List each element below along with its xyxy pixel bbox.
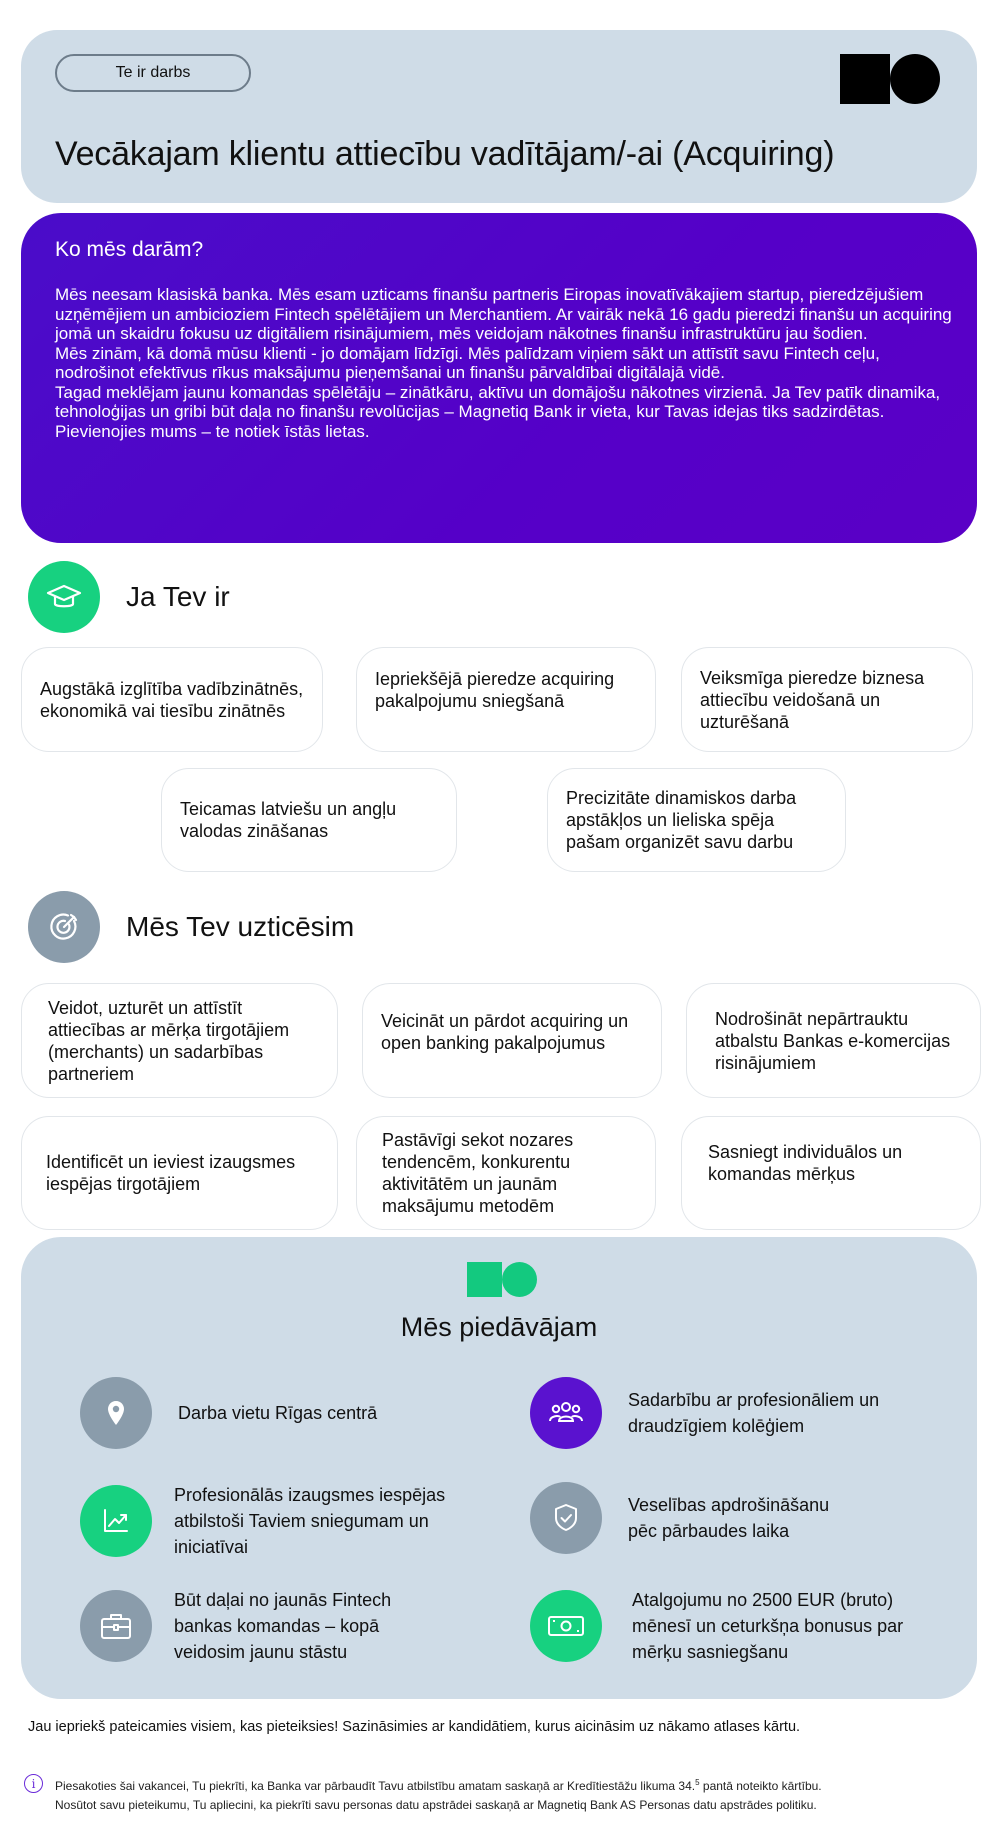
perk-item	[530, 1482, 930, 1554]
duties-heading-row	[28, 891, 354, 963]
location-pin-icon	[80, 1377, 152, 1449]
perk-text: Darba vietu Rīgas centrā	[178, 1403, 378, 1423]
requirement-text: Augstākā izglītība vadībzinātnēs, ekonomikā vai tiesību zinātnēs	[40, 678, 304, 721]
legal-footnote	[24, 1773, 822, 1815]
page-title: Vecākajam klientu attiecību vadītājam/-ai (Acquiring)	[55, 135, 835, 173]
legal-line: Piesakoties šai vakancei, Tu piekrīti, ka Banka var pārbaudīt Tavu atbilstību amatam saskaņā ar Kredītiestāžu likuma 34.	[55, 1779, 696, 1793]
perk-text: Būt daļai no jaunās Fintech bankas komandas – kopā veidosim jaunu stāstu	[174, 1590, 392, 1662]
perk-item	[80, 1377, 440, 1449]
job-tag: Te ir darbs	[55, 54, 251, 92]
perk-text: Profesionālās izaugsmes iespējas atbilstoši Taviem sniegumam un iniciatīvai	[174, 1485, 446, 1557]
requirement-card	[21, 647, 323, 752]
offer-section	[21, 1237, 977, 1699]
duty-card	[21, 983, 338, 1098]
duty-card	[21, 1116, 338, 1230]
about-paragraph: Tagad meklējam jaunu komandas spēlētāju – zinātkāru, aktīvu un domājošu nākotnes virzienā. Ja Tev patīk dinamika, tehnoloģijas un gribi būt daļa no finanšu revolūcijas – Magnetiq Bank ir vieta, kur Tavas idejas tiks sadzirdētas.	[55, 382, 941, 421]
about-paragraph: Mēs zinām, kā domā mūsu klienti - jo domājam līdzīgi. Mēs palīdzam viņiem sākt un attīstīt savu Fintech ceļu, nodrošinot efektīvus rīkus maksājumu pieņemšanai un finanšu pārvaldībai digitālajā vidē.	[55, 343, 880, 382]
legal-text	[55, 1773, 822, 1815]
offer-heading: Mēs piedāvājam	[400, 1312, 598, 1342]
bank-logo-green	[467, 1262, 537, 1297]
requirement-card	[547, 768, 846, 872]
duty-card	[356, 1116, 656, 1230]
perk-item	[80, 1587, 500, 1665]
duty-text: Veicināt un pārdot acquiring un open banking pakalpojumus	[381, 1010, 629, 1053]
requirement-card	[161, 768, 457, 872]
requirement-text: Teicamas latviešu un angļu valodas zināšanas	[180, 799, 397, 841]
legal-line: Nosūtot savu pieteikumu, Tu apliecini, ka piekrīti savu personas datu apstrādei saskaņā ar Magnetiq Bank AS Personas datu apstrādes politiku.	[55, 1798, 817, 1812]
duty-text: Identificēt un ieviest izaugsmes iespējas tirgotājiem	[46, 1152, 296, 1194]
perk-item	[530, 1377, 930, 1449]
requirement-text: Iepriekšējā pieredze acquiring pakalpojumu sniegšanā	[375, 668, 615, 711]
perk-text: Atalgojumu no 2500 EUR (bruto) mēnesī un ceturkšņa bonusus par mērķu sasniegšanu	[632, 1590, 904, 1662]
duty-text: Pastāvīgi sekot nozares tendencēm, konkurentu aktivitātēm un jaunām maksājumu metodēm	[382, 1130, 574, 1216]
header-card	[21, 30, 977, 203]
about-heading: Ko mēs darām?	[55, 238, 204, 261]
requirements-heading: Ja Tev ir	[126, 581, 230, 612]
briefcase-icon	[80, 1590, 152, 1662]
duty-card	[681, 1116, 981, 1230]
graduation-cap-icon	[28, 561, 100, 633]
thanks-text: Jau iepriekš pateicamies visiem, kas pieteiksies! Sazināsimies ar kandidātiem, kurus aicināsim uz nākamo atlases kārtu.	[28, 1719, 801, 1735]
growth-chart-icon	[80, 1485, 152, 1557]
about-text	[55, 285, 955, 441]
requirement-card	[681, 647, 973, 752]
perk-text: Veselības apdrošināšanu pēc pārbaudes laika	[628, 1495, 830, 1541]
requirement-text: Precizitāte dinamiskos darba apstākļos un lieliska spēja pašam organizēt savu darbu	[566, 788, 797, 852]
about-section	[21, 213, 977, 543]
duty-card	[686, 983, 981, 1098]
requirement-text: Veiksmīga pieredze biznesa attiecību veidošanā un uzturēšanā	[700, 667, 925, 732]
duty-text: Nodrošināt nepārtrauktu atbalstu Bankas e-komercijas risinājumiem	[715, 1008, 951, 1073]
money-icon	[530, 1590, 602, 1662]
duty-card	[362, 983, 662, 1098]
people-icon	[530, 1377, 602, 1449]
legal-superscript: 5	[695, 1778, 700, 1787]
perk-text: Sadarbību ar profesionāliem un draudzīgiem kolēģiem	[628, 1390, 880, 1436]
perk-item	[530, 1587, 950, 1665]
requirement-card	[356, 647, 656, 752]
legal-line: pantā noteikto kārtību.	[699, 1779, 822, 1793]
info-icon: i	[24, 1774, 43, 1793]
shield-check-icon	[530, 1482, 602, 1554]
target-icon	[28, 891, 100, 963]
bank-logo	[840, 54, 940, 104]
about-paragraph: Pievienojies mums – te notiek īstās lietas.	[55, 421, 370, 441]
duties-heading: Mēs Tev uzticēsim	[126, 911, 355, 942]
perk-item	[80, 1482, 500, 1560]
requirements-heading-row	[28, 561, 230, 633]
about-paragraph: Mēs neesam klasiskā banka. Mēs esam uzticams finanšu partneris Eiropas inovatīvākajiem startup, pieredzējušiem uzņēmējiem un ambicioziem Fintech spēlētājiem un Merchantiem. Ar vairāk nekā 16 gadu pieredzi finanšu un acquiring jomā un skaidru fokusu uz digitāliem risinājumiem, mēs veidojam nākotnes finanšu infrastruktūru jau šodien.	[55, 285, 952, 343]
duty-text: Veidot, uzturēt un attīstīt attiecības ar mērķa tirgotājiem (merchants) un sadarbības partneriem	[48, 997, 290, 1084]
duty-text: Sasniegt individuālos un komandas mērķus	[708, 1142, 903, 1184]
